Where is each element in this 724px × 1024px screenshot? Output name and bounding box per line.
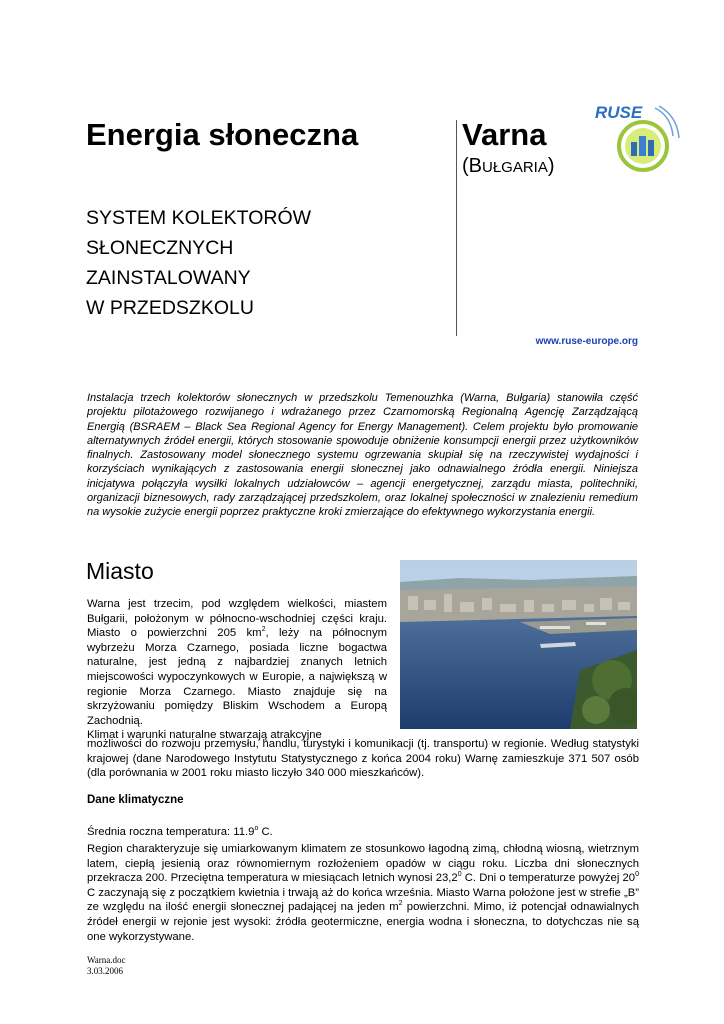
varna-harbor-photo [400,560,637,729]
country-name: (BUŁGARIA) [462,155,555,177]
header-divider [456,120,457,336]
document-title: Energia słoneczna [86,117,359,152]
intro-paragraph: Instalacja trzech kolektorów słonecznych w przedszkolu Temenouzhka (Warna, Bułgaria) stanowiła część projektu pilotażowego rozwijanego i wdrażanego przez Czarnomorską Regionalną Agencję Zarządzającą Energią (BSRAEM – Black Sea Regional Agency for Energy Management). Celem projektu było promowanie alternatywnych źródeł energii, których stosowanie spowoduje obniżenie konsumpcji energii przez użytkowników finalnych. Zastosowany model słonecznego systemu ogrzewania skupiał się na rzeczywistej wydajności i korzyściach wynikających z zastosowania energii słonecznej jako odnawialnego źródła energii. Niniejsza inicjatywa połączyła wysiłki lokalnych udziałowców – agencji energetycznej, zarządu miasta, politechniki, organizacji biznesowych, rady zarządzającej przedszkolem, oraz lokalnej społeczności w znalezieniu remedium na wysokie zużycie energii poprzez praktyczne kroki zmierzające do efektywnego wykorzystania energii. [87,392,638,519]
city-name: Varna [462,117,547,152]
city-description: Warna jest trzecim, pod względem wielkości, miastem Bułgarii, położonym w północno-wschodniej części kraju. Miasto o powierzchni 205 $km^2$, leży na północnym wybrzeżu Morza Czarnego, posiada liczne bogactwa naturalne, jest jedną z najbardziej znanych letnich miejscowości wypoczynkowych w Europie, a największą w regionie Morza Czarnego. Miasto znajduje się na skrzyżowaniu pomiędzy Bliskim Wschodem a Europą Zachodnią. Klimat i warunki naturalne stwarzają atrakcyjne [87,598,388,742]
svg-text:RUSE: RUSE [595,103,643,122]
footer-filename: Warna.doc [87,955,126,965]
section-heading-climate: Dane klimatyczne [87,794,184,806]
city-description-continued: możliwości do rozwoju przemysłu, handlu, turystyki i komunikacji (tj. transportu) w regionie. Według statystyki krajowej (dane Narodowego Instytutu Statystycznego z końca 2004 roku) Warnę zamieszkuje 371 507 osób (dla porównania w 2001 roku miasto liczyło 340 000 mieszkańców). [87,738,639,780]
subtitle-line: W PRZEDSZKOLU [86,297,254,319]
page-footer [87,955,126,977]
document-subtitle [86,203,311,323]
climate-description: Region charakteryzuje się umiarkowanym klimatem ze stosunkowo łagodną zimą, chłodną wiosną, wietrznym latem, ciepłą jesienią oraz równomiernym rozłożeniem opadów w ciągu roku. Liczba dni słonecznych przekracza 200. Przeciętna temperatura w miesiącach letnich wynosi 23,2$^0$ C. Dni o temperaturze powyżej $20^0$ C zaczynają się z początkiem kwietnia i trwają aż do końca września. Miasto Warna położone jest w strefie „B” ze względu na ilość energii słonecznej padającej na jeden $m^2$ powierzchni. Mimo, iż potencjał odnawialnych źródeł energii w rejonie jest wysoki: źródła geotermiczne, energia wodna i słoneczna, to dotychczas nie są one wykorzystywane. [87,843,639,943]
average-temperature: Średnia roczna temperatura: 11.9$^o$ C. [87,825,273,838]
ruse-logo [593,98,683,174]
subtitle-line: SŁONECZNYCH [86,237,234,259]
footer-date: 3.03.2006 [87,966,123,976]
website-link[interactable]: www.ruse-europe.org [535,336,638,347]
section-heading-miasto: Miasto [86,558,154,584]
subtitle-line: SYSTEM KOLEKTORÓW [86,207,312,229]
subtitle-line: ZAINSTALOWANY [86,267,251,289]
